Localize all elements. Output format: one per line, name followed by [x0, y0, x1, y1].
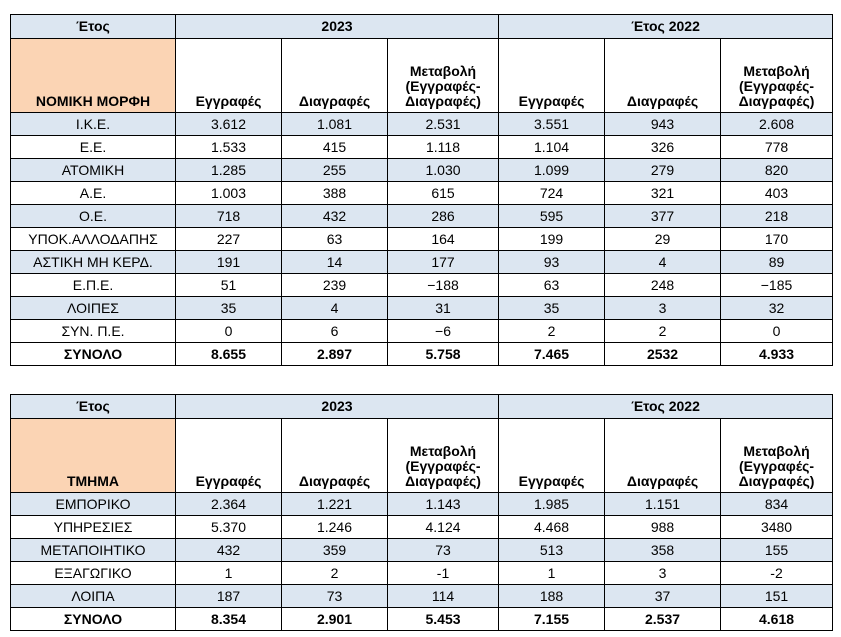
col-change-line: (Εγγραφές- [405, 458, 481, 474]
table-cell: 1.221 [282, 493, 388, 516]
table-cell: 0 [176, 320, 282, 343]
row-label: ΑΤΟΜΙΚΗ [11, 159, 176, 182]
row-label: ΛΟΙΠΕΣ [11, 297, 176, 320]
year-header-row [11, 395, 833, 419]
col-registrations: Εγγραφές [176, 39, 282, 113]
table-cell: 724 [499, 182, 605, 205]
total-cell: 7.155 [499, 608, 605, 631]
col-change-line: Διαγραφές) [738, 93, 815, 109]
table-cell: 89 [721, 251, 833, 274]
table-cell: 1.985 [499, 493, 605, 516]
table-cell: 37 [605, 585, 721, 608]
table-cell: 255 [282, 159, 388, 182]
row-label: Ε.Ε. [11, 136, 176, 159]
col-change-line: Μεταβολή [409, 443, 477, 459]
table-cell: 2 [605, 320, 721, 343]
table-row [11, 274, 833, 297]
col-registrations: Εγγραφές [499, 419, 605, 493]
table-cell: −188 [388, 274, 499, 297]
table-row [11, 585, 833, 608]
row-header: ΝΟΜΙΚΗ ΜΟΡΦΗ [11, 39, 176, 113]
total-cell: 4.933 [721, 343, 833, 366]
row-label: ΥΠΗΡΕΣΙΕΣ [11, 516, 176, 539]
table-cell: -1 [388, 562, 499, 585]
table-cell: 358 [605, 539, 721, 562]
total-cell: 2.537 [605, 608, 721, 631]
table-cell: 1.246 [282, 516, 388, 539]
total-cell: 8.655 [176, 343, 282, 366]
table-row [11, 228, 833, 251]
col-registrations: Εγγραφές [176, 419, 282, 493]
year-label: Έτος [11, 15, 176, 39]
col-change-line: Μεταβολή [743, 63, 810, 79]
row-header: ΤΜΗΜΑ [11, 419, 176, 493]
table-cell: 432 [282, 205, 388, 228]
table-cell: 32 [721, 297, 833, 320]
table-cell: 432 [176, 539, 282, 562]
row-label: ΣΥΝ. Π.Ε. [11, 320, 176, 343]
table-cell: 1.003 [176, 182, 282, 205]
row-label: ΥΠΟΚ.ΑΛΛΟΔΑΠΗΣ [11, 228, 176, 251]
department-table [10, 394, 833, 631]
total-cell: 2.901 [282, 608, 388, 631]
column-header-row [11, 39, 833, 113]
col-change-line: Μεταβολή [743, 443, 810, 459]
col-registrations: Εγγραφές [499, 39, 605, 113]
col-deletions: Διαγραφές [282, 39, 388, 113]
total-label: ΣΥΝΟΛΟ [11, 343, 176, 366]
table-cell: 3 [605, 562, 721, 585]
table-cell: 4.124 [388, 516, 499, 539]
table-cell: 1.285 [176, 159, 282, 182]
table-row [11, 562, 833, 585]
col-change [388, 419, 499, 493]
table-row [11, 493, 833, 516]
table-cell: 6 [282, 320, 388, 343]
table-cell: 51 [176, 274, 282, 297]
table-cell: 2.531 [388, 113, 499, 136]
table-cell: 513 [499, 539, 605, 562]
table-cell: 1.143 [388, 493, 499, 516]
table-cell: 4.468 [499, 516, 605, 539]
total-row [11, 608, 833, 631]
col-change [721, 39, 833, 113]
column-header-row [11, 419, 833, 493]
table-cell: 35 [176, 297, 282, 320]
table-cell: 943 [605, 113, 721, 136]
table-row [11, 251, 833, 274]
table-cell: 93 [499, 251, 605, 274]
year-2023-header: 2023 [176, 395, 499, 419]
table-cell: 3 [605, 297, 721, 320]
table-cell: 73 [282, 585, 388, 608]
row-label: ΕΜΠΟΡΙΚΟ [11, 493, 176, 516]
total-cell: 2.897 [282, 343, 388, 366]
total-row [11, 343, 833, 366]
table-cell: 2 [499, 320, 605, 343]
table-cell: 188 [499, 585, 605, 608]
year-header-row [11, 15, 833, 39]
table-cell: 151 [721, 585, 833, 608]
table-row [11, 136, 833, 159]
table-cell: 114 [388, 585, 499, 608]
table-row [11, 113, 833, 136]
table-cell: 415 [282, 136, 388, 159]
table-cell: 1.118 [388, 136, 499, 159]
col-change-line: (Εγγραφές- [405, 78, 481, 94]
table-cell: 834 [721, 493, 833, 516]
row-label: ΛΟΙΠΑ [11, 585, 176, 608]
table-cell: 1.081 [282, 113, 388, 136]
table-cell: 1.104 [499, 136, 605, 159]
table-row [11, 516, 833, 539]
table-cell: 3.551 [499, 113, 605, 136]
table-body [11, 113, 833, 343]
table-cell: 1.030 [388, 159, 499, 182]
table-cell: 35 [499, 297, 605, 320]
table-cell: 359 [282, 539, 388, 562]
table-cell: 5.370 [176, 516, 282, 539]
col-deletions: Διαγραφές [605, 419, 721, 493]
table-cell: 3480 [721, 516, 833, 539]
total-label: ΣΥΝΟΛΟ [11, 608, 176, 631]
col-change [388, 39, 499, 113]
table-cell: 2 [282, 562, 388, 585]
table-cell: 3.612 [176, 113, 282, 136]
table-row [11, 297, 833, 320]
table-cell: 155 [721, 539, 833, 562]
table-row [11, 159, 833, 182]
total-cell: 5.758 [388, 343, 499, 366]
table-cell: 164 [388, 228, 499, 251]
col-change [721, 419, 833, 493]
table-cell: 820 [721, 159, 833, 182]
table-cell: 2.608 [721, 113, 833, 136]
table-cell: 778 [721, 136, 833, 159]
table-cell: 0 [721, 320, 833, 343]
col-change-line: (Εγγραφές- [738, 458, 815, 474]
table-cell: 2.364 [176, 493, 282, 516]
col-deletions: Διαγραφές [605, 39, 721, 113]
table-cell: 279 [605, 159, 721, 182]
table-cell: 388 [282, 182, 388, 205]
table-cell: 1 [499, 562, 605, 585]
table-cell: 14 [282, 251, 388, 274]
table-row [11, 205, 833, 228]
table-cell: 321 [605, 182, 721, 205]
table-cell: 1 [176, 562, 282, 585]
total-cell: 4.618 [721, 608, 833, 631]
table-cell: 177 [388, 251, 499, 274]
table-cell: 29 [605, 228, 721, 251]
total-cell: 5.453 [388, 608, 499, 631]
table-cell: 191 [176, 251, 282, 274]
legal-form-table [10, 14, 833, 366]
table-row [11, 320, 833, 343]
col-change-line: (Εγγραφές- [738, 78, 815, 94]
table-cell: 227 [176, 228, 282, 251]
table-cell: 31 [388, 297, 499, 320]
row-label: Ι.Κ.Ε. [11, 113, 176, 136]
col-change-line: Μεταβολή [409, 63, 477, 79]
table-body [11, 493, 833, 608]
table-cell: 63 [282, 228, 388, 251]
table-cell: 4 [605, 251, 721, 274]
table-cell: 403 [721, 182, 833, 205]
table-cell: 718 [176, 205, 282, 228]
row-label: Ε.Π.Ε. [11, 274, 176, 297]
total-cell: 2532 [605, 343, 721, 366]
table-cell: 218 [721, 205, 833, 228]
row-label: ΜΕΤΑΠΟΙΗΤΙΚΟ [11, 539, 176, 562]
table-cell: 239 [282, 274, 388, 297]
table-cell: 1.533 [176, 136, 282, 159]
table-cell: 187 [176, 585, 282, 608]
year-2022-header: Έτος 2022 [499, 395, 833, 419]
table-cell: −6 [388, 320, 499, 343]
table-cell: 377 [605, 205, 721, 228]
table-cell: 595 [499, 205, 605, 228]
year-2022-header: Έτος 2022 [499, 15, 833, 39]
table-cell: 615 [388, 182, 499, 205]
table-cell: 199 [499, 228, 605, 251]
total-cell: 8.354 [176, 608, 282, 631]
table-cell: 63 [499, 274, 605, 297]
row-label: Ο.Ε. [11, 205, 176, 228]
table-cell: 1.099 [499, 159, 605, 182]
table-cell: 1.151 [605, 493, 721, 516]
col-change-line: Διαγραφές) [405, 473, 481, 489]
table-cell: -2 [721, 562, 833, 585]
table-cell: −185 [721, 274, 833, 297]
year-2023-header: 2023 [176, 15, 499, 39]
row-label: Α.Ε. [11, 182, 176, 205]
table-cell: 170 [721, 228, 833, 251]
col-change-line: Διαγραφές) [738, 473, 815, 489]
total-cell: 7.465 [499, 343, 605, 366]
row-label: ΕΞΑΓΩΓΙΚΟ [11, 562, 176, 585]
table-row [11, 182, 833, 205]
table-cell: 988 [605, 516, 721, 539]
table-cell: 326 [605, 136, 721, 159]
year-label: Έτος [11, 395, 176, 419]
table-cell: 286 [388, 205, 499, 228]
col-change-line: Διαγραφές) [405, 93, 481, 109]
table-cell: 73 [388, 539, 499, 562]
table-row [11, 539, 833, 562]
table-cell: 248 [605, 274, 721, 297]
table-cell: 4 [282, 297, 388, 320]
row-label: ΑΣΤΙΚΗ ΜΗ ΚΕΡΔ. [11, 251, 176, 274]
col-deletions: Διαγραφές [282, 419, 388, 493]
